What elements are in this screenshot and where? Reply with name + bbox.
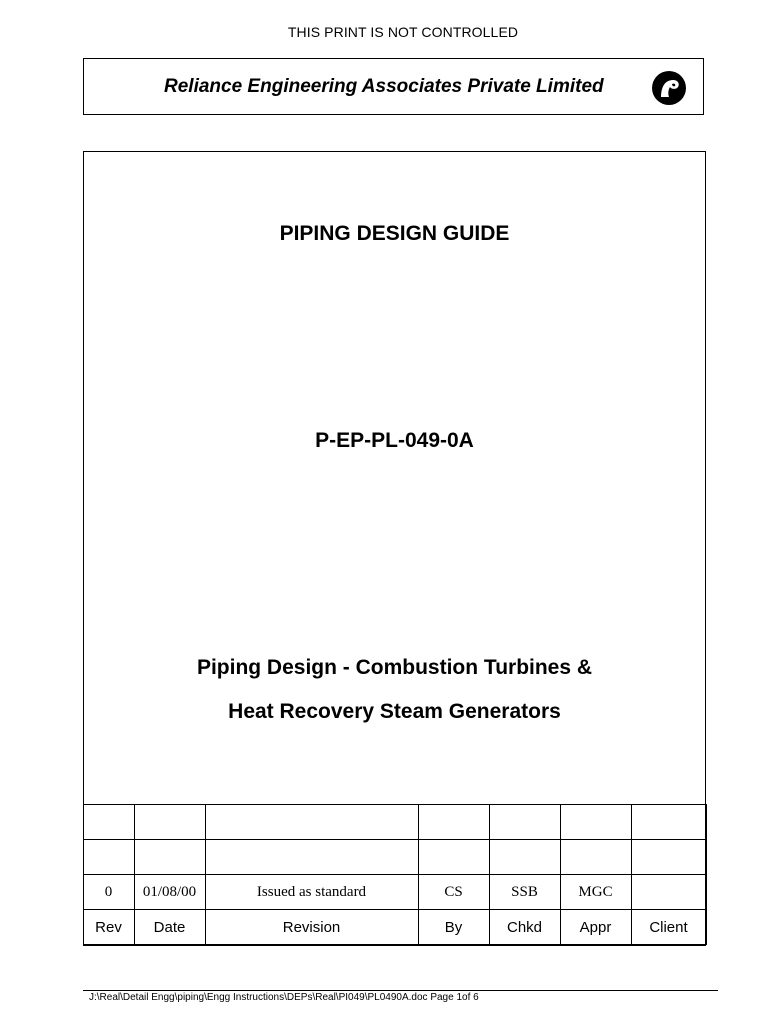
header-chkd: Chkd <box>489 910 560 945</box>
document-number: P-EP-PL-049-0A <box>315 429 474 452</box>
rev-value: 0 <box>83 875 134 910</box>
date-value: 01/08/00 <box>134 875 205 910</box>
document-subtitle-line-1: Piping Design - Combustion Turbines & <box>196 656 593 679</box>
header-date: Date <box>134 910 205 945</box>
table-row <box>83 805 706 840</box>
table-cell <box>489 805 560 840</box>
table-cell <box>631 805 706 840</box>
table-cell <box>631 840 706 875</box>
table-cell <box>134 805 205 840</box>
header-appr: Appr <box>560 910 631 945</box>
revision-table <box>83 804 707 945</box>
revision-value: Issued as standard <box>205 875 418 910</box>
header-client: Client <box>631 910 706 945</box>
table-cell <box>418 805 489 840</box>
header-by: By <box>418 910 489 945</box>
header-revision: Revision <box>205 910 418 945</box>
footer-divider <box>83 990 718 991</box>
table-cell <box>489 840 560 875</box>
table-cell <box>560 805 631 840</box>
table-cell <box>134 840 205 875</box>
chkd-value: SSB <box>489 875 560 910</box>
company-name: Reliance Engineering Associates Private Limited <box>164 76 604 97</box>
footer-file-path: J:\Real\Detail Engg\piping\Engg Instructions\DEPs\Real\PI049\PL0490A.doc Page 1of 6 <box>89 992 479 1003</box>
header-rev: Rev <box>83 910 134 945</box>
table-cell <box>83 840 134 875</box>
table-cell <box>205 840 418 875</box>
table-row <box>83 840 706 875</box>
reliance-logo-icon <box>651 70 687 106</box>
document-subtitle-line-2: Heat Recovery Steam Generators <box>228 700 561 723</box>
cover-box <box>83 151 706 946</box>
table-header-row <box>83 910 706 945</box>
document-title: PIPING DESIGN GUIDE <box>279 222 510 245</box>
client-value <box>631 875 706 910</box>
header-box <box>83 58 704 115</box>
table-row <box>83 875 706 910</box>
by-value: CS <box>418 875 489 910</box>
table-cell <box>560 840 631 875</box>
table-cell <box>205 805 418 840</box>
table-cell <box>83 805 134 840</box>
appr-value: MGC <box>560 875 631 910</box>
print-notice: THIS PRINT IS NOT CONTROLLED <box>287 24 519 40</box>
table-cell <box>418 840 489 875</box>
